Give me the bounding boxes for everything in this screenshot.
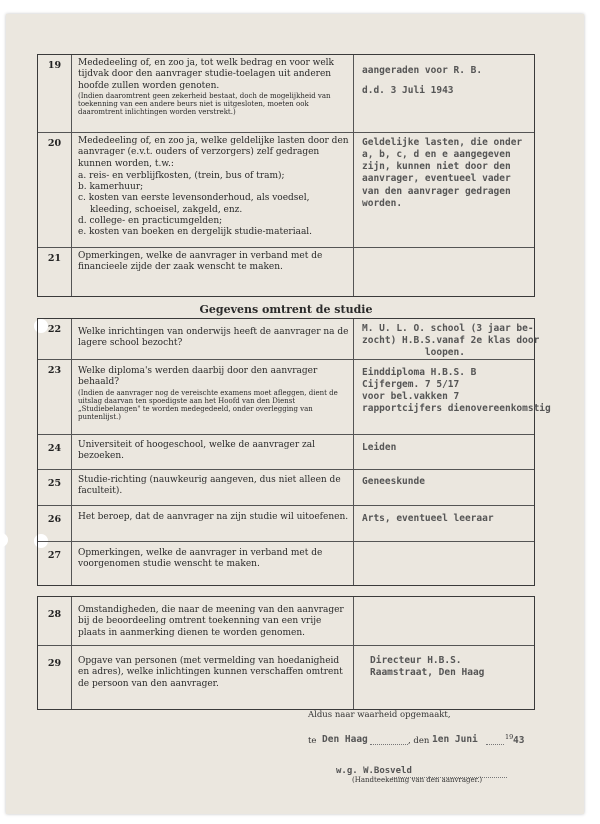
- answer-line: Geldelijke lasten, die onder: [362, 137, 523, 148]
- question-text: Het beroep, dat de aanvrager na zijn studie wil uitoefenen.: [78, 512, 349, 522]
- table-row: [38, 469, 534, 505]
- question-cell: [72, 646, 354, 709]
- question-cell: [72, 55, 354, 132]
- question-cell: [72, 319, 354, 359]
- year-value: 43: [513, 735, 525, 746]
- answer-line: Raamstraat, Den Haag: [370, 667, 485, 679]
- te-label: te: [308, 736, 317, 746]
- answer-line: [362, 77, 530, 85]
- dotted-line: [486, 744, 504, 745]
- question-text: Mededeeling of, en zoo ja, tot welk bedrag en voor welk tijdvak door den aanvrager studie-toelagen uit anderen hoofde zullen worden genoten.: [78, 58, 334, 91]
- row-number: 29: [38, 646, 72, 709]
- answer-cell: [354, 506, 534, 541]
- question-text: Mededeeling of, en zoo ja, welke geldelijke lasten door den aanvrager (e.v.t. ouders of verzorgers) zelf gedragen kunnen worden, t.w.:: [78, 136, 349, 169]
- answer-line: Leiden: [362, 442, 397, 453]
- question-text: Opmerkingen, welke de aanvrager in verband met de financieele zijde der zaak wenscht te maken.: [78, 251, 323, 273]
- table-row: [38, 359, 551, 434]
- signature-caption: (Handteekening van den aanvrager.): [352, 776, 483, 784]
- row-number: 27: [38, 542, 72, 585]
- question-note: (Indien daaromtrent geen zekerheid bestaat, doch de mogelijkheid van toekenning van een andere beurs niet is uitgesloten, moeten ook daaromtrent inlichtingen worden verstrekt.): [78, 91, 331, 116]
- section-heading: Gegevens omtrent de studie: [199, 303, 373, 316]
- answer-cell: [354, 248, 534, 296]
- answer-line: van den aanvrager gedragen: [362, 185, 511, 197]
- table-row: [38, 55, 534, 132]
- cost-list: [78, 171, 349, 239]
- answer-line: loopen.: [362, 347, 465, 359]
- row-number: 19: [38, 55, 72, 132]
- table-row: [38, 645, 534, 709]
- answer-line: zijn, kunnen niet door den: [362, 161, 511, 173]
- finance-table: [37, 54, 535, 297]
- references-table: [37, 596, 535, 710]
- answer-line: worden.: [362, 197, 403, 209]
- question-text: Studie-richting (nauwkeurig aangeven, dus niet alleen de faculteit).: [78, 475, 341, 497]
- truth-statement: Aldus naar waarheid opgemaakt,: [308, 710, 451, 720]
- table-row: [38, 319, 540, 359]
- row-number: 21: [38, 248, 72, 296]
- row-number: 24: [38, 435, 72, 469]
- list-item: d. college- en practicumgelden;: [78, 215, 223, 226]
- answer-cell: [354, 133, 534, 247]
- question-text: Welke inrichtingen van onderwijs heeft de aanvrager na de lagere school bezocht?: [78, 327, 349, 349]
- table-row: [38, 505, 534, 541]
- list-item: c. kosten van eerste levensonderhoud, als voedsel, kleeding, schoeisel, zakgeld, enz.: [78, 193, 310, 215]
- row-number: 25: [38, 470, 72, 505]
- answer-cell: [354, 470, 534, 505]
- table-row: [38, 597, 534, 645]
- list-item: a. reis- en verblijfkosten, (trein, bus of tram);: [78, 170, 285, 181]
- answer-line: rapportcijfers dienovereenkomstig: [362, 403, 551, 415]
- question-cell: [72, 542, 354, 585]
- answer-line: Geneeskunde: [362, 476, 425, 487]
- answer-cell: [354, 319, 540, 359]
- answer-line: Directeur H.B.S.: [370, 655, 462, 666]
- answer-line: Arts, eventueel leeraar: [362, 513, 494, 524]
- question-text: Universiteit of hoogeschool, welke de aanvrager zal bezoeken.: [78, 440, 316, 462]
- table-row: [38, 541, 534, 585]
- question-text: Omstandigheden, die naar de meening van den aanvrager bij de beoordeeling omtrent toekenning van een vrije plaats in aanmerking dienen te worden genomen.: [78, 605, 344, 638]
- answer-line: aanvrager, eventueel vader: [362, 173, 511, 185]
- question-cell: [72, 360, 354, 434]
- question-cell: [72, 597, 354, 645]
- list-item: b. kamerhuur;: [78, 182, 144, 192]
- table-row: [38, 132, 534, 247]
- answer-line: a, b, c, d en e aangegeven: [362, 149, 511, 161]
- row-number: 28: [38, 597, 72, 645]
- answer-cell: [354, 542, 534, 585]
- table-row: [38, 434, 534, 469]
- question-cell: [72, 470, 354, 505]
- den-label: , den: [408, 736, 430, 746]
- year-prefix: 19: [505, 733, 514, 741]
- row-number: 23: [38, 360, 72, 434]
- answer-cell: [354, 597, 534, 645]
- answer-line: Einddiploma H.B.S. B: [362, 367, 477, 378]
- answer-line: d.d. 3 Juli 1943: [362, 85, 454, 97]
- date-value: 1en Juni: [432, 734, 478, 745]
- answer-line: Cijfergem. 7 5/17: [362, 379, 460, 391]
- row-number: 22: [38, 319, 72, 359]
- answer-cell: [354, 646, 534, 709]
- question-note: (Indien de aanvrager nog de vereischte examens moet afleggen, dient de uitslag daarvan ten spoedigste aan het Hoofd van den Dienst „Studiebelangen" te worden medegedeeld, onder overlegging van puntenlijst.): [78, 388, 338, 421]
- signature: w.g. W.Bosveld: [336, 766, 412, 776]
- answer-cell: [354, 55, 534, 132]
- question-text: Welke diploma's werden daarbij door den aanvrager behaald?: [78, 366, 318, 388]
- question-text: Opmerkingen, welke de aanvrager in verband met de voorgenomen studie wenscht te maken.: [78, 548, 323, 570]
- row-number: 20: [38, 133, 72, 247]
- question-text: Opgave van personen (met vermelding van hoedanigheid en adres), welke inlichtingen kunnen verschaffen omtrent de persoon van den aanvrager.: [78, 656, 343, 689]
- table-row: [38, 247, 534, 296]
- study-table: [37, 318, 551, 586]
- answer-line: voor bel.vakken 7: [362, 391, 460, 403]
- dotted-line: [370, 744, 408, 745]
- answer-cell: [354, 360, 551, 434]
- row-number: 26: [38, 506, 72, 541]
- answer-line: M. U. L. O. school (3 jaar be-: [362, 323, 534, 334]
- answer-cell: [354, 435, 534, 469]
- question-cell: [72, 506, 354, 541]
- answer-line: zocht) H.B.S.vanaf 2e klas door: [362, 335, 540, 347]
- place-value: Den Haag: [322, 734, 368, 745]
- question-cell: [72, 133, 354, 247]
- list-item: e. kosten van boeken en dergelijk studie-materiaal.: [78, 227, 313, 237]
- question-cell: [72, 435, 354, 469]
- question-cell: [72, 248, 354, 296]
- answer-line: aangeraden voor R. B.: [362, 65, 483, 76]
